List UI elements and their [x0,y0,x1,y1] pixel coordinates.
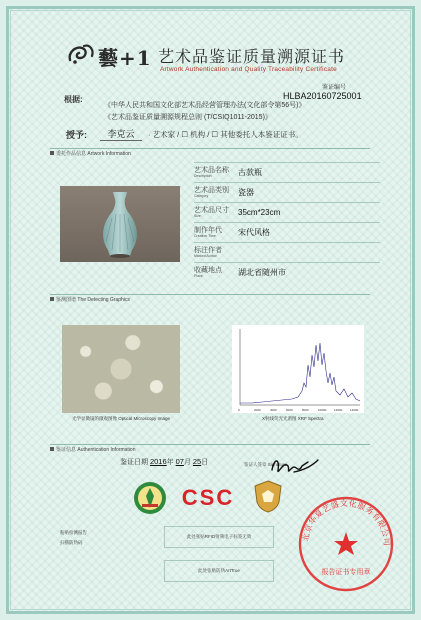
xrf-tick-label: 6000 [286,408,293,412]
info-value: 古款瓶 [236,163,380,183]
basis-line-2: 《艺术品鉴证质量溯源规程总则 (T/CSIQ1011-2015)》 [104,114,272,121]
rfid-box: 此处张贴RFID射频电子标签无效 [164,526,274,548]
info-key: 艺术品类别 Category [194,183,236,203]
info-value: 宋代风格 [236,223,380,243]
section-bullet-icon [50,447,54,451]
date-month: 07 [175,457,184,466]
artwork-info-table [194,162,380,282]
xrf-tick-labels [238,408,359,412]
csc-logo [172,484,244,510]
xrf-chart [232,325,364,413]
grantee-name: 李克云 [100,127,142,141]
scan-code-note: 扫描防伪码 [60,540,83,545]
cert-number-label: 鉴证编号 [322,85,347,91]
auth-date [120,457,208,467]
micro-caption-en: Optical Microscopy Image [118,416,171,421]
certificate-title-en: Artwork Authentication and Quality Traceability Certificate [160,66,337,73]
date-month-unit: 月 [183,459,191,466]
xrf-tick-label: 10000 [318,408,327,412]
info-key: 收藏地点 Place [194,263,236,283]
csc-logo-text: CSC [181,485,235,510]
section-auth-title-en: Authentication Information [77,447,136,453]
official-seal [296,494,396,594]
info-value: 湖北省随州市 [236,263,380,283]
micro-caption [72,416,170,422]
microscopy-image [62,325,180,413]
emblem-icon [132,480,168,516]
report-paste-note: 粘贴检测报告 [60,530,87,535]
xrf-spectrum [232,325,364,413]
table-row [194,263,380,283]
artwork-photo [60,186,180,262]
cert-number: HLBA20160725001 [283,91,362,101]
logo-text: 藝+1 [98,46,152,70]
xrf-tick-label: 14000 [350,408,359,412]
info-key: 艺术品名称 Description [194,163,236,183]
date-day-unit: 日 [201,459,209,466]
info-value: 35cm*23cm [236,203,380,223]
xrf-caption-en: XRF Spectra [297,416,324,421]
section-auth-title: 鉴证信息 [56,447,77,453]
info-key: 制作年代 Creation Time [194,223,236,243]
logo-icon [66,42,96,66]
xrf-tick-label: 0 [238,408,240,412]
xrf-caption-cn: X射线荧光光谱图 [262,416,297,421]
info-value: 瓷器 [236,183,380,203]
section-detect-title-en: The Detecting Graphics [77,297,130,303]
xrf-tick-label: 4000 [270,408,277,412]
date-year-unit: 年 [166,459,174,466]
date-year: 2016 [149,457,167,466]
shield-logo-icon [250,478,286,514]
basis-line-1: 《中华人民共和国文化部艺术品经营管理办法(文化部令第56号)》 [104,102,306,109]
table-row [194,223,380,243]
table-row [194,203,380,223]
date-prefix: 鉴证日期 [120,459,148,466]
divider-auth [50,444,370,445]
basis-heading: 根据: [64,95,83,104]
seal-outer-text: 北京华夏艺盛文化服务有限公司 [300,498,392,547]
seal-inner-text: 报告证书专用章 [321,568,371,576]
section-bullet-icon [50,151,54,155]
table-row [194,243,380,263]
section-auth-label [50,446,136,453]
info-key: 艺术品尺寸 Size [194,203,236,223]
certificate-title: 艺术品鉴证质量溯源证书 [158,47,346,66]
grant-heading: 授予: [66,130,87,140]
seal-star-icon [334,532,358,555]
micro-caption-cn: 光学显微镜的微观图像 [72,416,117,421]
xrf-caption [262,416,324,422]
anti-fake-box: 此处张贴防伪ArtTrue [164,560,274,582]
section-info-label [50,150,131,157]
grant-options: · 艺术家 / ☐ 机构 / ☐ 其他委托人本鉴证证书。 [148,130,303,139]
info-key: 标注作者 Marked Author [194,243,236,263]
divider-detect [50,294,370,295]
table-row [194,183,380,203]
sign-label-en: Signature [267,462,288,467]
sign-label-cn: 鉴证人签章 [244,462,267,467]
xrf-tick-label: 2000 [254,408,261,412]
section-info-title-en: Artwork Information [87,151,131,157]
date-day: 25 [192,457,202,466]
divider-info [50,148,370,149]
table-row [194,163,380,183]
section-bullet-icon [50,297,54,301]
vase-image [60,186,180,262]
section-detect-title: 鉴测图谱 [56,297,77,303]
xrf-tick-label: 12000 [334,408,343,412]
section-info-title: 委托作品信息 [56,151,87,157]
section-detect-label [50,296,130,303]
info-value [236,243,380,263]
xrf-tick-label: 8000 [302,408,309,412]
